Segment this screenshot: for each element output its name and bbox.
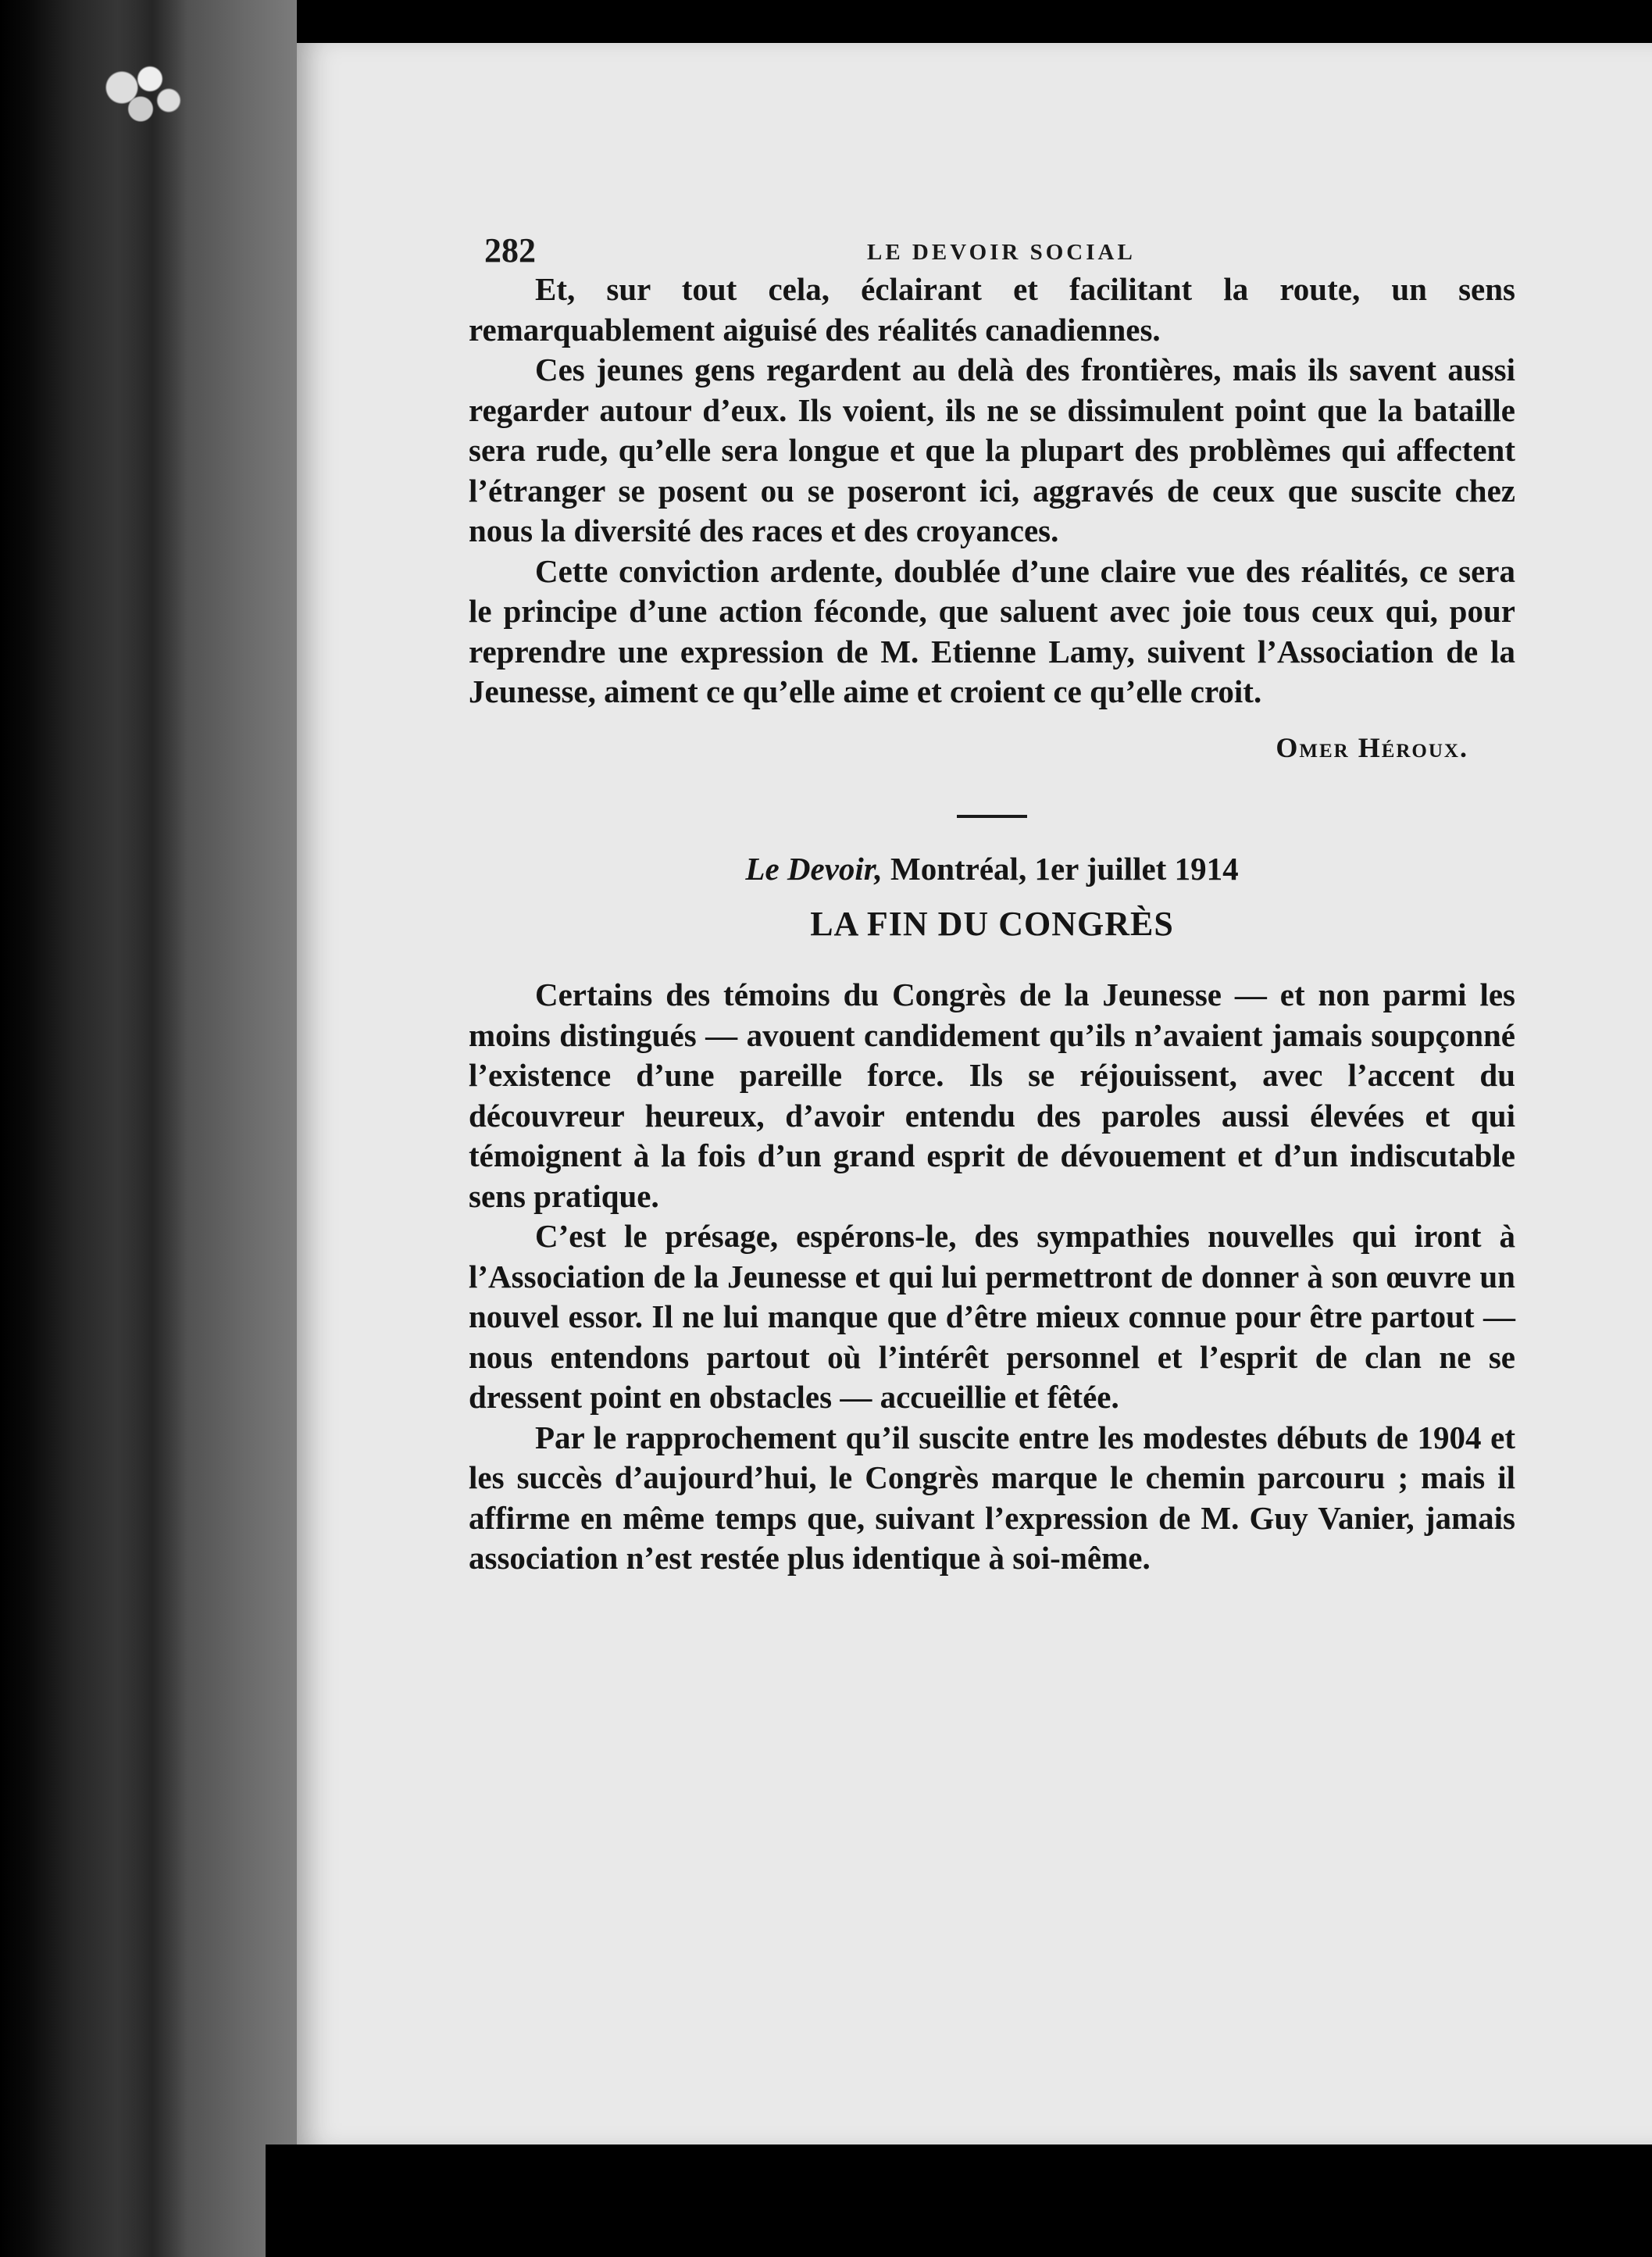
article-1 [469,270,1515,768]
author-signature: Omer Héroux. [1276,731,1468,763]
section-divider [957,815,1027,818]
place-date: Montréal, 1er juillet 1914 [890,851,1239,887]
paragraph: Certains des témoins du Congrès de la Jeunesse — et non parmi les moins distingués — avouent candidement qu’ils n’avaient jamais soupçonné l’existence d’une pareille force. Ils se réjouissent, avec l’accent du découvreur heureux, d’avoir entendu des paroles aussi élevées et qui témoignent à la fois d’un grand esprit de dévouement et d’un indiscutable sens pratique. [469,977,1515,1214]
paragraph: Cette conviction ardente, doublée d’une claire vue des réalités, ce sera le principe d’une action féconde, que saluent avec joie tous ceux qui, pour reprendre une expression de M. Etienne Lamy, suivent l’Association de la Jeunesse, aiment ce qu’elle aime et croient ce qu’elle croit. [469,552,1515,709]
article-2 [469,904,1515,1579]
article-title: LA FIN DU CONGRÈS [810,904,1174,943]
paragraph: Et, sur tout cela, éclairant et facilitant la route, un sens remarquablement aiguisé des réalités canadiennes. [469,271,1515,348]
page-bottom-border [266,2145,1652,2257]
paragraph: C’est le présage, espérons-le, des sympathies nouvelles qui iront à l’Association de la Jeunesse et qui lui permettront de donner à son œuvre un nouvel essor. Il ne lui manque que d’être mieux connue pour être partout — nous entendons partout où l’intérêt personnel et l’esprit de clan ne se dressent point en obstacles — accueillie et fêtée. [469,1218,1515,1415]
paragraph: Par le rapprochement qu’il suscite entre les modestes débuts de 1904 et les succès d’aujourd’hui, le Congrès marque le chemin parcouru ; mais il affirme en même temps que, suivant l’expression de M. Guy Vanier, jamais association n’est restée plus identique à soi-même. [469,1419,1515,1576]
book-page [297,43,1652,2145]
paper-damage-mark [94,53,187,139]
newspaper-name: Le Devoir, [745,851,883,887]
page-content [469,270,1515,1579]
spine-shadow [117,0,187,2257]
paragraph: Ces jeunes gens regardent au delà des frontières, mais ils savent aussi regarder autour d’eux. Ils voient, ils ne se dissimulent point que la bataille sera rude, qu’elle sera longue et que la plupart des problèmes qui affectent l’étranger se posent ou se poseront ici, aggravés de ceux que suscite chez nous la diversité des races et des croyances. [469,352,1515,548]
dateline [469,849,1515,890]
running-head: LE DEVOIR SOCIAL [867,240,1136,265]
page-number: 282 [484,231,536,270]
